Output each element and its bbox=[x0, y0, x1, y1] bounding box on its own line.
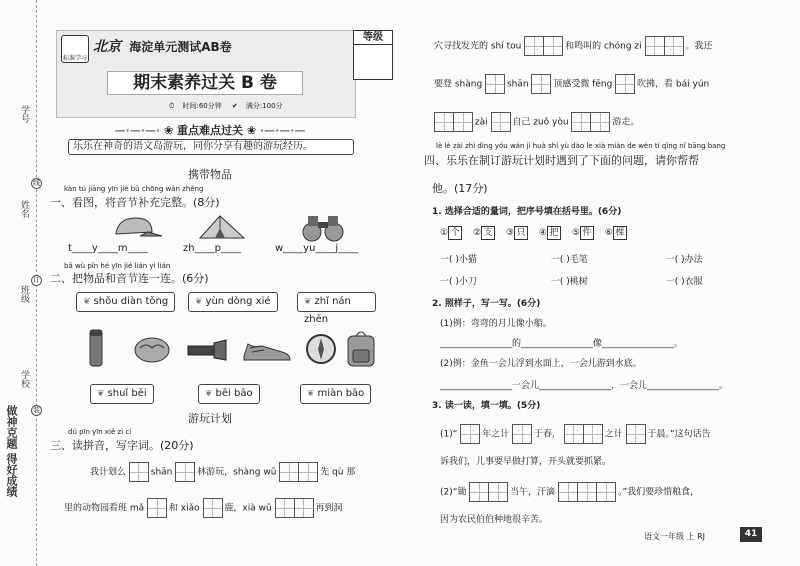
q1-fill-cap[interactable]: t____y____m____ bbox=[68, 243, 148, 254]
char-box[interactable] bbox=[147, 498, 167, 518]
option-char: 个 bbox=[448, 226, 462, 240]
blank-clothes[interactable]: 一( )衣服 bbox=[665, 277, 703, 287]
char-box[interactable] bbox=[129, 462, 149, 482]
q1-text: 一、看图，将音节补充完整。(8分) bbox=[50, 196, 220, 209]
q2-pinyin: bǎ wù pǐn hé yīn jié lián yi lián bbox=[64, 262, 171, 270]
q2-text: 二、把物品和音节连一连。(6分) bbox=[50, 272, 209, 285]
char-box[interactable] bbox=[524, 36, 544, 56]
example-2-blank[interactable]: ________________一会儿________________，一会儿________________。 bbox=[440, 381, 729, 391]
measure-word-options: ① 个 ② 支 ③ 只 ④ 把 ⑤ 件 ⑥ 棵 bbox=[440, 226, 635, 240]
char-box[interactable] bbox=[460, 424, 480, 444]
header-banner bbox=[56, 30, 356, 118]
school-label: 学校 bbox=[19, 370, 29, 388]
flashlight-icon bbox=[186, 338, 230, 362]
q4-text: 四、乐乐在制订游玩计划时遇到了下面的问题，请你帮帮 bbox=[424, 154, 699, 167]
publisher-logo: 标准学习 bbox=[61, 35, 89, 63]
char-box[interactable] bbox=[626, 424, 646, 444]
q1-fill-tent[interactable]: zh____p____ bbox=[183, 243, 241, 254]
subheading-plan: 游玩计划 bbox=[188, 412, 232, 425]
margin-motto: 做神克题 得好成绩 bbox=[5, 405, 18, 497]
char-box[interactable] bbox=[298, 462, 318, 482]
reading-line-2: (2)“锄 当午，汗滴 。”我们要珍惜粮食， bbox=[440, 482, 699, 502]
q4-2-text: 2. 照样子，写一写。(6分) bbox=[432, 299, 541, 309]
grade-label: 等级 bbox=[354, 31, 392, 45]
water-bottle-icon bbox=[86, 328, 106, 368]
option-char: 支 bbox=[481, 226, 495, 240]
tag-flashlight[interactable]: ❦ shǒu diàn tǒng bbox=[76, 292, 175, 312]
intro-box: 乐乐在神奇的语文岛游玩，同你分享有趣的游玩经历。 bbox=[68, 139, 354, 155]
footer-subject: 语文一年级 上 RJ bbox=[644, 532, 706, 541]
subheading-items: 携带物品 bbox=[188, 168, 232, 181]
measure-row-1 bbox=[440, 252, 703, 265]
char-box[interactable] bbox=[175, 462, 195, 482]
q3-pinyin: dú pīn yīn xiě zì cí bbox=[68, 428, 132, 436]
reading-line-1b: 诉我们，儿事要早做打算，开头就要抓紧。 bbox=[440, 457, 612, 467]
reading-line-1: (1)“ 年之计 于春， 之计 于晨。”这句话告 bbox=[440, 424, 711, 444]
q4-3-text: 3. 读一读，填一填。(5分) bbox=[432, 401, 541, 411]
char-box[interactable] bbox=[279, 462, 299, 482]
right-page bbox=[418, 0, 800, 566]
tag-sneakers[interactable]: ❦ yùn dòng xié bbox=[188, 292, 278, 312]
check-icon: ✔ bbox=[231, 102, 238, 110]
reading-line-2b: 因为农民伯伯种地很辛苦。 bbox=[440, 515, 549, 525]
binding-hole: 订 bbox=[33, 276, 40, 284]
grade-box[interactable] bbox=[353, 30, 393, 80]
star-icon: ❀ bbox=[246, 124, 257, 137]
binding-hole: 线 bbox=[33, 179, 40, 187]
q3-text: 三、读拼音，写字词。(20分) bbox=[50, 439, 194, 452]
star-icon: ❀ bbox=[163, 124, 174, 137]
char-box[interactable] bbox=[596, 482, 616, 502]
brand-name: 北京 bbox=[93, 39, 121, 55]
tag-backpack[interactable]: ❦ bēi bāo bbox=[198, 384, 260, 404]
char-box[interactable] bbox=[488, 482, 508, 502]
q3-line-1: 我计划么 shān 林游玩，shàng wǔ 先 qù 那 bbox=[90, 462, 355, 482]
option-char: 件 bbox=[580, 226, 594, 240]
left-page bbox=[50, 0, 383, 566]
q3-line-2: 里的动物园看班 mǎ 和 xiǎo 鹿，xià wǔ 再到洞 bbox=[64, 498, 342, 518]
char-box[interactable] bbox=[645, 36, 665, 56]
char-box[interactable] bbox=[583, 424, 603, 444]
blank-method[interactable]: 一( )办法 bbox=[665, 255, 703, 265]
clock-icon: ⏱ bbox=[169, 102, 175, 110]
option-char: 只 bbox=[514, 226, 528, 240]
q3-line-3: 穴寻找发光的 shí tou 和鸣叫的 chóng zi 。我还 bbox=[434, 36, 712, 56]
page-number: 41 bbox=[740, 527, 762, 542]
series-title: 北京 海淀单元测试AB卷 bbox=[93, 39, 232, 55]
char-box[interactable] bbox=[571, 112, 591, 132]
q4-pinyin: lè lè zài zhì dìng yóu wán jì huà shí yù dào le xià miàn de wèn tí qǐng nǐ bāng bang bbox=[436, 142, 726, 150]
char-box[interactable] bbox=[434, 112, 454, 132]
char-box[interactable] bbox=[485, 74, 505, 94]
q1-pinyin: kàn tú jiāng yīn jié bǔ chōng wán zhěng bbox=[64, 185, 204, 193]
blank-brush[interactable]: 一( )毛笔 bbox=[550, 255, 588, 265]
student-id-label: 学号 bbox=[19, 105, 29, 123]
char-box[interactable] bbox=[294, 498, 314, 518]
char-box[interactable] bbox=[564, 424, 584, 444]
backpack-icon bbox=[344, 328, 378, 368]
class-label: 班级 bbox=[19, 285, 29, 303]
char-box[interactable] bbox=[469, 482, 489, 502]
char-box[interactable] bbox=[615, 74, 635, 94]
option-char: 棵 bbox=[613, 226, 627, 240]
bread-icon bbox=[132, 334, 172, 366]
char-box[interactable] bbox=[203, 498, 223, 518]
cap-icon bbox=[110, 212, 162, 242]
section-title: —·—·—· ❀ 重点难点过关 ❀ ·—·—·— bbox=[114, 124, 306, 137]
example-2: (2)例：金鱼一会儿浮到水面上，一会儿游到水底。 bbox=[440, 359, 642, 369]
sneakers-icon bbox=[242, 334, 294, 364]
q4-text-cont: 他。(17分) bbox=[432, 182, 488, 195]
q3-line-4: 要登 shàng shān 顶感受微 fēng 吹拂，看 bái yún bbox=[434, 74, 709, 94]
option-char: 把 bbox=[547, 226, 561, 240]
name-label: 姓名 bbox=[19, 200, 29, 218]
blank-cat[interactable]: 一( )小猫 bbox=[440, 255, 477, 265]
binoculars-icon bbox=[298, 210, 350, 242]
page-title: 期末素养过关 B 卷 bbox=[107, 71, 303, 95]
q3-line-5: zài 自己 zuǒ yòu 游走。 bbox=[434, 112, 639, 132]
q1-fill-binoculars[interactable]: w____yu____j____ bbox=[275, 243, 359, 254]
char-box[interactable] bbox=[491, 112, 511, 132]
measure-row-2 bbox=[440, 274, 703, 287]
tag-water-cup[interactable]: ❦ shuǐ bēi bbox=[90, 384, 154, 404]
char-box[interactable] bbox=[275, 498, 295, 518]
q4-1-text: 1. 选择合适的量词，把序号填在括号里。(6分) bbox=[432, 207, 622, 217]
char-box[interactable] bbox=[590, 112, 610, 132]
char-box[interactable] bbox=[453, 112, 473, 132]
char-box[interactable] bbox=[512, 424, 532, 444]
blank-peach-tree[interactable]: 一( )桃树 bbox=[550, 277, 588, 287]
example-1: (1)例：弯弯的月儿像小船。 bbox=[440, 319, 552, 329]
char-box[interactable] bbox=[531, 74, 551, 94]
char-box[interactable] bbox=[543, 36, 563, 56]
char-box[interactable] bbox=[558, 482, 578, 502]
char-box[interactable] bbox=[664, 36, 684, 56]
blank-knife[interactable]: 一( )小刀 bbox=[440, 277, 477, 287]
tag-compass[interactable]: ❦ zhǐ nán zhēn bbox=[297, 292, 376, 312]
char-box[interactable] bbox=[577, 482, 597, 502]
example-1-blank[interactable]: ________________的________________像________________。 bbox=[440, 339, 684, 349]
compass-icon bbox=[304, 332, 338, 366]
binding-hole: 装 bbox=[33, 406, 40, 414]
tag-bread[interactable]: ❦ miàn bāo bbox=[300, 384, 371, 404]
exam-meta: ⏱ 时间:60分钟 ✔ 满分:100分 bbox=[169, 102, 283, 110]
binding-margin bbox=[0, 0, 46, 566]
tent-icon bbox=[196, 212, 248, 242]
